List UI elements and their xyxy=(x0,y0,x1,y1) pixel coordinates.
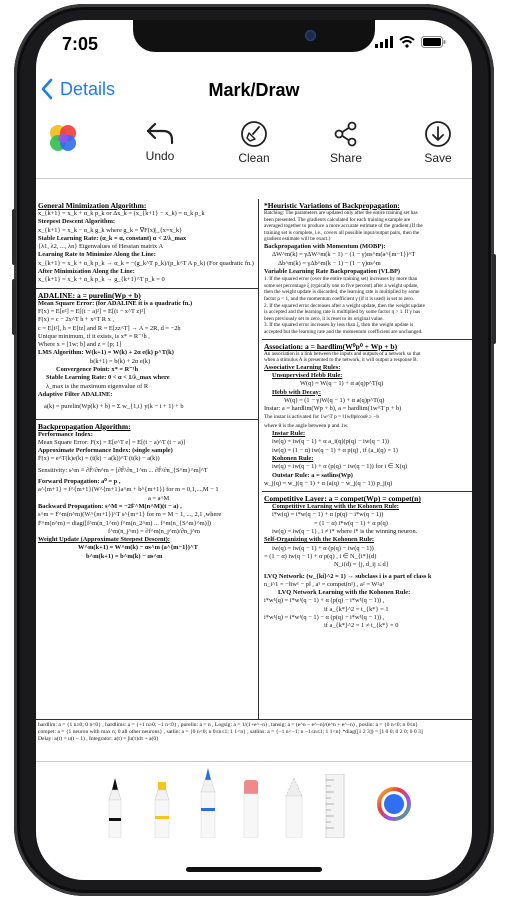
doc-line: LVQ Network Learning with the Kohonen Rule: xyxy=(278,589,411,597)
doc-line: iw(q) = iw(q − 1) , i ≠ i* where i* is the winning neuron. xyxy=(272,528,418,536)
section-title: ADALINE: a = purelin(Wp + b) xyxy=(38,290,141,300)
volume-up-button xyxy=(12,209,16,265)
doc-line: i*w(q) = i*w(q − 1) + α (p(q) − i*w(q − 1)) xyxy=(272,511,384,519)
doc-line: Delay: a(t) = u(t − 1) , Integrator: a(t) = ∫u(τ)dτ + a(0) xyxy=(38,736,159,742)
section-title: General Minimization Algorithm: xyxy=(38,201,147,210)
doc-line: iw(q) = iw(q − 1) + α a_i(q)(p(q) − iw(q − 1)) xyxy=(272,438,390,446)
undo-button[interactable] xyxy=(130,120,190,163)
doc-line: a(k) = purelin(Wp(k) + b) = Σ w_{1,i} y(k − i + 1) + b xyxy=(44,403,184,411)
lasso-tool[interactable] xyxy=(282,776,306,838)
doc-line: ḟ^m(n_j^m) = ∂f^m(n_j^m)/∂n_j^m xyxy=(108,527,201,535)
section-heuristics xyxy=(262,199,472,340)
toolbar xyxy=(36,120,472,168)
doc-line: Instar: a = hardlim(Wp + b), a = hardlim(1w^T p + b) xyxy=(264,405,402,413)
doc-line: Hebb with Decay: xyxy=(272,388,321,396)
doc-line: training set is complete, i.e., covers all possible input/output pairs, then the xyxy=(264,229,420,236)
phone-screen xyxy=(36,20,472,880)
color-picker-button[interactable] xyxy=(42,122,84,154)
doc-line: F̂(x) = e^T(k)e(k) = (t(k) − a(k))^T (t(k) − a(k)) xyxy=(38,455,160,463)
doc-line: W^m(k+1) = W^m(k) − αs^m (a^{m−1})^T xyxy=(78,544,198,552)
doc-line: Sensitivity: s^m ≡ ∂F̂/∂n^m = [∂F̂/∂n_1^m ... ∂F̂/∂n_{S^m}^m]^T xyxy=(38,466,208,474)
doc-line: i*w¹(q) = i*w¹(q − 1) + α (p(q) − i*w¹(q − 1)) , xyxy=(264,597,385,605)
right-column xyxy=(262,199,472,634)
document-footer xyxy=(36,719,472,745)
doc-line: Instar Rule: xyxy=(272,430,306,438)
doc-line: Approximate Performance Index: (single sample) xyxy=(38,447,173,455)
share-label: Share xyxy=(329,151,363,165)
front-camera xyxy=(305,30,316,41)
doc-line: averaged together to produce a more accurate estimate of the gradient.(If the xyxy=(264,223,423,230)
doc-line: Mean Square Error: F(x) = E[e^T e] = E[(t − a)^T (t − a)] xyxy=(38,438,186,446)
doc-line: gradient estimate will be exact.) xyxy=(264,236,331,243)
doc-line: W(q) = (1 − γ)W(q − 1) + α a(q)p^T(q) xyxy=(284,396,385,404)
doc-line: Stable Learning Rate: (α_k = α, constant) α < 2/λ_max xyxy=(38,234,187,242)
doc-line: F(x) = c − 2x^T h + x^T R x , xyxy=(38,316,115,324)
doc-line: c = E[t²], h = E[tz] and R = E[zz^T] → A = 2R, d = −2h xyxy=(38,324,181,332)
back-label: Details xyxy=(60,78,116,99)
section-title: Association: a = hardlim(W⁰p⁰ + Wp + b) xyxy=(264,341,398,351)
doc-line: Forward Propagation: a⁰ = p , xyxy=(38,478,121,486)
doc-line: x_{k+1} = x_k + α_k p_k → g_{k+1}^T p_k = 0 xyxy=(38,276,165,284)
doc-line: Associative Learning Rules: xyxy=(264,363,341,371)
doc-line: Convergence Point: x* = R⁻¹h xyxy=(56,366,139,374)
doc-line: x_{k+1} = x_k + α_k p_k → α_k = −(g_k^T p_k)/(p_k^T A p_k) (For quadratic fn.) xyxy=(38,259,254,267)
doc-line: = (1 − α) iw(q − 1) + α p(q) , i ∈ N_{i*}(d) xyxy=(264,552,377,560)
wifi-icon xyxy=(399,36,415,48)
document-canvas[interactable] xyxy=(36,178,472,762)
doc-line: Where x = [1w; b] and z = [p; 1] xyxy=(38,341,122,349)
doc-line: LVQ Network: (w_{ki}^2 = 1) → subclass i is a part of class k xyxy=(264,572,432,580)
doc-line: Competitive Learning with the Kohonen Rule: xyxy=(272,503,399,511)
doc-line: The instar is activated for 1w^T p = ‖1w‖‖p‖cosθ ≥ −b xyxy=(264,414,380,421)
doc-line: been presented. The gradients calculated for each training example are xyxy=(264,216,411,223)
color-wheel-icon xyxy=(47,122,79,154)
page-title: Mark/Draw xyxy=(208,80,300,100)
doc-line: λ_max is the maximum eigenvalue of R xyxy=(46,382,149,390)
doc-line: ΔW^m(k) = γΔW^m(k − 1) − (1 − γ)αs^m(a^{m−1})^T xyxy=(272,251,416,259)
doc-line: Mean Square Error: (for ADALINE it is a quadratic fn.) xyxy=(38,299,193,307)
doc-line: w_j(q) = w_j(q − 1) + α (a(q) − w_j(q − 1)) p_j(q) xyxy=(264,479,393,487)
doc-line: a^{m+1} = f^{m+1}(W^{m+1}a^m + b^{m+1}) for m = 0,1,...,M − 1 xyxy=(38,486,219,494)
doc-line: After Minimization Along the Line: xyxy=(38,268,135,276)
doc-line: a = a^M xyxy=(148,494,170,502)
notch xyxy=(133,20,375,52)
doc-line: Variable Learning Rate Backpropagation (VLBP) xyxy=(264,267,400,275)
doc-line: compet: a = {1 neuron with max n; 0 all other neurons} , satlin: a = {0 n<0; n 0≤n≤1; 1 1<n} , satlins: a = {−1 n<−1; n −1≤n≤1; 1 1<n} *diag([1 2 3]) = [1 0 0; 0 2 0; 0 0 3] xyxy=(38,729,423,735)
download-icon xyxy=(424,120,452,148)
doc-line: b(k+1) = b(k) + 2α e(k) xyxy=(90,357,151,365)
doc-line: N_i(d) = {j, d_ij ≤ d} xyxy=(334,561,389,569)
doc-line: iw(q) = (1 − α) iw(q − 1) + α p(q) , if (a_i(q) = 1) xyxy=(272,446,398,454)
doc-line: Kohonen Rule: xyxy=(272,454,314,462)
navigation-bar xyxy=(36,78,472,108)
broom-icon xyxy=(240,120,268,148)
doc-line: hardlim: a = {1 n≥0; 0 n<0} , hardlims: a = {+1 n≥0; −1 n<0} , purelin: a = n , Logsig: a = 1/(1+e^−n) , tansig: a = (e^n − e^−n)/(e^n + e^−n) , poslin: a = {0 n<0; n 0≤n} xyxy=(38,722,419,728)
doc-line: if a_{k*}^2 = t_{k*} = 1 xyxy=(324,605,389,613)
pen-tool[interactable] xyxy=(104,776,126,838)
home-indicator[interactable] xyxy=(186,867,322,872)
doc-line: W(q) = W(q − 1) + α a(q)p^T(q) xyxy=(300,380,384,388)
drawing-tool-palette xyxy=(36,768,472,838)
share-icon xyxy=(332,120,360,148)
highlighter-tool[interactable] xyxy=(150,776,174,838)
clean-button[interactable] xyxy=(224,120,284,165)
doc-line: i*w¹(q) = i*w¹(q − 1) − α (p(q) − i*w¹(q − 1)) , xyxy=(264,614,385,621)
column-divider xyxy=(258,199,259,719)
doc-line: Self-Organizing with the Kohonen Rule: xyxy=(264,536,375,544)
doc-line: x_{k+1} = x_k + α_k p_k or Δx_k = (x_{k+1} − x_k) = α_k p_k xyxy=(38,210,205,217)
ruler-tool[interactable] xyxy=(322,774,348,838)
doc-line: when a stimulus A is presented to the network, it will output a response B. xyxy=(264,357,418,364)
section-association xyxy=(262,340,472,493)
doc-line: Unique minimum, if it exists, is x* = R⁻¹h , xyxy=(38,332,150,340)
doc-line: iw(q) = iw(q − 1) + α (p(q) − iw(q − 1)) xyxy=(272,544,374,552)
section-title: Backpropagation Algorithm: xyxy=(38,421,131,431)
doc-line: Weight Update (Approximate Steepest Descent): xyxy=(38,536,170,544)
marker-tool[interactable] xyxy=(196,768,220,838)
volume-down-button xyxy=(12,279,16,335)
color-picker-circle-icon[interactable] xyxy=(376,786,412,822)
doc-line: Outstar Rule: a = satlins(Wp) xyxy=(272,471,353,479)
section-title: *Heuristic Variations of Backpropagation: xyxy=(264,201,400,210)
doc-line: n_i^1 = −‖iw¹ − p‖ , a¹ = compet(n¹) , a² = W²a¹ xyxy=(264,580,385,588)
doc-line: Ḟ^m(n^m) = diag([ḟ^m(n_1^m) ḟ^m(n_2^m) ... ḟ^m(n_{S^m}^m)]) xyxy=(38,519,212,527)
doc-line: Backward Propagation: s^M = −2Ḟ^M(n^M)(t − a) , xyxy=(38,502,182,510)
doc-line: Unsupervised Hebb Rule: xyxy=(272,371,343,379)
doc-line: b^m(k+1) = b^m(k) − αs^m xyxy=(86,552,163,560)
status-icons xyxy=(375,36,446,48)
section-minimization xyxy=(36,199,258,289)
doc-line: Learning Rate to Minimize Along the Line: xyxy=(38,251,156,259)
doc-line: Performance Index: xyxy=(38,430,93,438)
doc-line: Δb^m(k) = γΔb^m(k − 1) − (1 − γ)αs^m xyxy=(278,259,381,267)
doc-line: been previously set to zero, it is reset to its original value. xyxy=(264,315,384,322)
save-label: Save xyxy=(424,151,452,165)
undo-icon xyxy=(145,120,175,146)
doc-line: if a_{k*}^2 = 1 ≠ t_{k*} = 0 xyxy=(324,622,399,630)
doc-line: s^m = Ḟ^m(n^m)(W^{m+1})^T s^{m+1} for m = M − 1, ..., 2,1 ,where xyxy=(38,511,222,519)
side-button xyxy=(492,254,496,344)
doc-line: iw(q) = iw(q − 1) + α (p(q) − iw(q − 1)) for i ∈ X(q) xyxy=(272,463,408,471)
doc-line: where θ is the angle between p and 1w. xyxy=(264,422,349,429)
doc-line: factor ρ < 1, and the momentum coefficient γ (if it is used) is set to zero. xyxy=(264,295,415,302)
doc-line: is accepted and the learning rate is multiplied by some factor η > 1. If γ has xyxy=(264,309,421,316)
section-adaline xyxy=(36,289,258,420)
save-button[interactable] xyxy=(408,120,468,165)
share-button[interactable] xyxy=(316,120,376,165)
doc-line: x_{k+1} = x_k − α_k g_k where g_k = ∇F(x)|_{x=x_k} xyxy=(38,226,183,234)
doc-line: Adaptive Filter ADALINE: xyxy=(38,390,113,398)
doc-line: Backpropagation with Momentum (MOBP): xyxy=(264,242,386,250)
doc-line: LMS Algorithm: W(k+1) = W(k) + 2α e(k) p^T(k) xyxy=(38,349,174,357)
doc-line: F(x) = E[e²] = E[(t − a)²] = E[(t − x^T z)²] xyxy=(38,307,146,315)
doc-line: Batching: The parameters are updated only after the entire training set has xyxy=(264,210,418,216)
doc-line: 2. If the squared error decreases after a weight update, then the weight update xyxy=(264,302,425,309)
doc-line: Stable Learning Rate: 0 < α < 1/λ_max where xyxy=(46,374,170,382)
left-column xyxy=(36,199,258,564)
doc-line: 3. If the squared error increases by less than ξ, then the weight update is xyxy=(264,322,414,329)
doc-line: {λ1, λ2, ..., λn} Eigenvalues of Hessian matrix A xyxy=(38,243,164,251)
eraser-tool[interactable] xyxy=(240,776,262,838)
undo-label: Undo xyxy=(145,149,175,163)
section-backprop xyxy=(36,420,258,564)
doc-line: = (1 − α) i*w(q − 1) + α p(q) xyxy=(314,519,388,527)
doc-line: accepted but the learning rate and the momentum coefficient are unchanged. xyxy=(264,328,423,335)
doc-line: An association is a link between the inputs and outputs of a network so that xyxy=(264,350,421,357)
doc-line: Steepest Descent Algorithm: xyxy=(38,218,116,226)
section-title: Competitive Layer: a = compet(Wp) = compet(n) xyxy=(264,494,421,504)
status-time: 7:05 xyxy=(62,34,99,54)
doc-line: 1. If the squared error (over the entire training set) increases by more than xyxy=(264,276,418,283)
battery-icon xyxy=(421,36,446,48)
doc-line: then the weight update is discarded, the learning rate is multiplied by some xyxy=(264,289,420,296)
doc-line: some set percentage ξ (typically one to five percent) after a weight update, xyxy=(264,282,419,289)
signal-icon xyxy=(375,36,393,48)
clean-label: Clean xyxy=(238,151,270,165)
section-competitive xyxy=(262,492,472,633)
